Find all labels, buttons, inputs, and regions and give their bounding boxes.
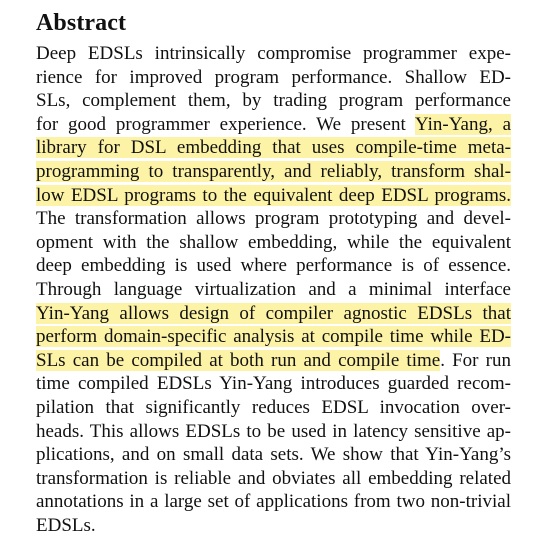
abstract-line bbox=[36, 184, 511, 208]
abstract-text: deep embedding is used where performance is of essence. bbox=[36, 255, 511, 277]
abstract-line bbox=[36, 89, 511, 113]
abstract-text: heads. This allows EDSLs to be used in latency sensitive ap- bbox=[36, 420, 511, 442]
abstract-text: SLs, complement them, by trading program performance bbox=[36, 90, 511, 112]
abstract-line bbox=[36, 349, 511, 373]
abstract-text: EDSLs. bbox=[36, 514, 96, 536]
highlighted-text: SLs can be compiled at both run and compile time bbox=[36, 349, 441, 371]
abstract-line bbox=[36, 66, 511, 90]
abstract-text: annotations in a large set of applications from two non-trivial bbox=[36, 491, 511, 513]
abstract-line bbox=[36, 420, 511, 444]
abstract-text: for good programmer experience. We present bbox=[36, 113, 415, 135]
highlighted-text: low EDSL programs to the equivalent deep EDSL programs. bbox=[36, 184, 511, 206]
highlighted-text: Yin-Yang allows design of compiler agnostic EDSLs that bbox=[36, 302, 511, 324]
highlighted-text: library for DSL embedding that uses compile-time meta- bbox=[36, 137, 511, 159]
abstract-line bbox=[36, 231, 511, 255]
abstract-line bbox=[36, 302, 511, 326]
abstract-line bbox=[36, 443, 511, 467]
abstract-text: transformation is reliable and obviates all embedding related bbox=[36, 467, 511, 489]
abstract-text: The transformation allows program prototyping and devel- bbox=[36, 208, 511, 230]
abstract-line bbox=[36, 490, 511, 514]
abstract-text: pilation that significantly reduces EDSL invocation over- bbox=[36, 396, 511, 418]
abstract-line bbox=[36, 136, 511, 160]
abstract-text: . For run bbox=[440, 349, 511, 371]
abstract-line bbox=[36, 514, 511, 538]
abstract-text: Deep EDSLs intrinsically compromise programmer expe- bbox=[36, 43, 511, 64]
abstract-text: time compiled EDSLs Yin-Yang introduces guarded recom- bbox=[36, 373, 511, 395]
abstract-line bbox=[36, 325, 511, 349]
abstract-text: plications, and on small data sets. We show that Yin-Yang’s bbox=[36, 444, 511, 466]
abstract-text: Through language virtualization and a minimal interface bbox=[36, 278, 511, 300]
abstract-text: rience for improved program performance. Shallow ED- bbox=[36, 66, 511, 88]
abstract-line bbox=[36, 113, 511, 137]
abstract-line bbox=[36, 372, 511, 396]
abstract-line bbox=[36, 160, 511, 184]
abstract-line bbox=[36, 42, 511, 66]
highlighted-text: programming to transparently, and reliably, transform shal- bbox=[36, 160, 511, 182]
abstract-line bbox=[36, 467, 511, 491]
abstract-body bbox=[36, 42, 511, 537]
abstract-text: opment with the shallow embedding, while the equivalent bbox=[36, 231, 511, 253]
abstract-section bbox=[36, 8, 511, 537]
abstract-line bbox=[36, 254, 511, 278]
abstract-line bbox=[36, 396, 511, 420]
highlighted-text: perform domain-specific analysis at compile time while ED- bbox=[36, 326, 511, 348]
abstract-line bbox=[36, 207, 511, 231]
highlighted-text: Yin-Yang, a bbox=[414, 113, 511, 135]
abstract-heading: Abstract bbox=[36, 10, 127, 36]
abstract-line bbox=[36, 278, 511, 302]
